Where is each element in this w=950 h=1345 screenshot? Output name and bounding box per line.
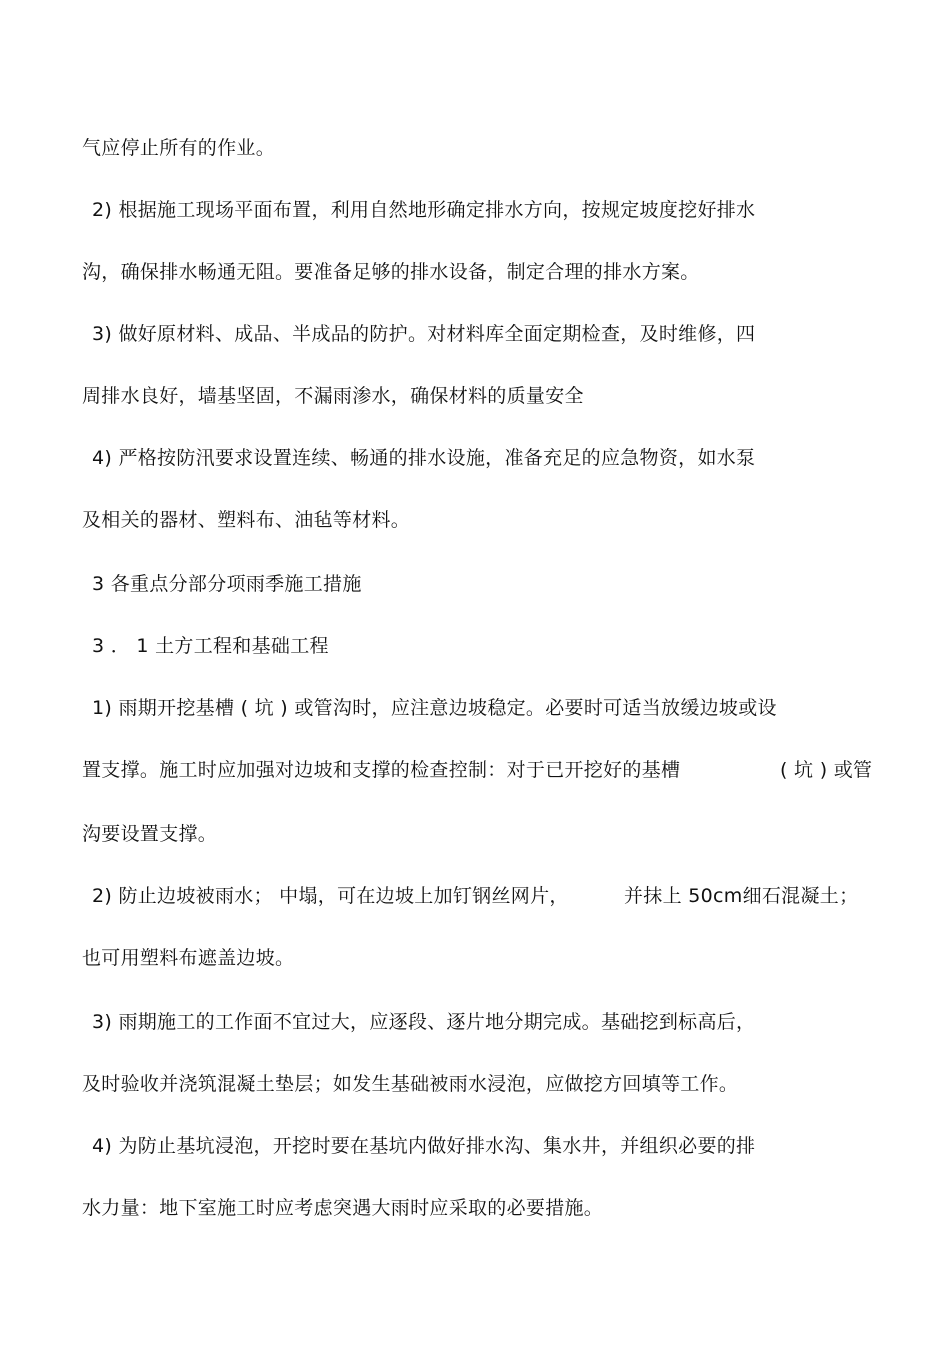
text-line-14: 也可用塑料布遮盖边坡。	[82, 947, 295, 969]
text-line-13: 2) 防止边坡被雨水； 中塌，可在边坡上加钉钢丝网片，	[92, 885, 569, 907]
text-line-11-tail: ( 坑 ) 或管	[780, 759, 873, 781]
text-line-15: 3) 雨期施工的工作面不宜过大，应逐段、逐片地分期完成。基础挖到标高后，	[92, 1011, 756, 1033]
text-line-18: 水力量：地下室施工时应考虑突遇大雨时应采取的必要措施。	[82, 1197, 604, 1219]
subsection-heading: 3 ． 1 土方工程和基础工程	[92, 635, 329, 657]
text-line-4: 3) 做好原材料、成品、半成品的防护。对材料库全面定期检查，及时维修，四	[92, 323, 756, 345]
text-line-11: 置支撑。施工时应加强对边坡和支撑的检查控制：对于已开挖好的基槽	[82, 759, 681, 781]
text-line-13-tail: 并抹上 50cm细石混凝土；	[624, 885, 859, 907]
text-line-6: 4) 严格按防汛要求设置连续、畅通的排水设施，准备充足的应急物资，如水泵	[92, 447, 756, 469]
text-line-12: 沟要设置支撑。	[82, 823, 218, 845]
text-line-5: 周排水良好，墙基坚固，不漏雨渗水，确保材料的质量安全	[82, 385, 584, 407]
text-line-10: 1) 雨期开挖基槽 ( 坑 ) 或管沟时，应注意边坡稳定。必要时可适当放缓边坡或设	[92, 697, 777, 719]
text-line-16: 及时验收并浇筑混凝土垫层；如发生基础被雨水浸泡，应做挖方回填等工作。	[82, 1073, 739, 1095]
text-line-17: 4) 为防止基坑浸泡，开挖时要在基坑内做好排水沟、集水井，并组织必要的排	[92, 1135, 756, 1157]
text-line-1: 气应停止所有的作业。	[82, 137, 276, 159]
text-line-7: 及相关的器材、塑料布、油毡等材料。	[82, 509, 411, 531]
text-line-2: 2) 根据施工现场平面布置，利用自然地形确定排水方向，按规定坡度挖好排水	[92, 199, 756, 221]
section-heading: 3 各重点分部分项雨季施工措施	[92, 573, 362, 595]
text-line-3: 沟，确保排水畅通无阻。要准备足够的排水设备，制定合理的排水方案。	[82, 261, 700, 283]
